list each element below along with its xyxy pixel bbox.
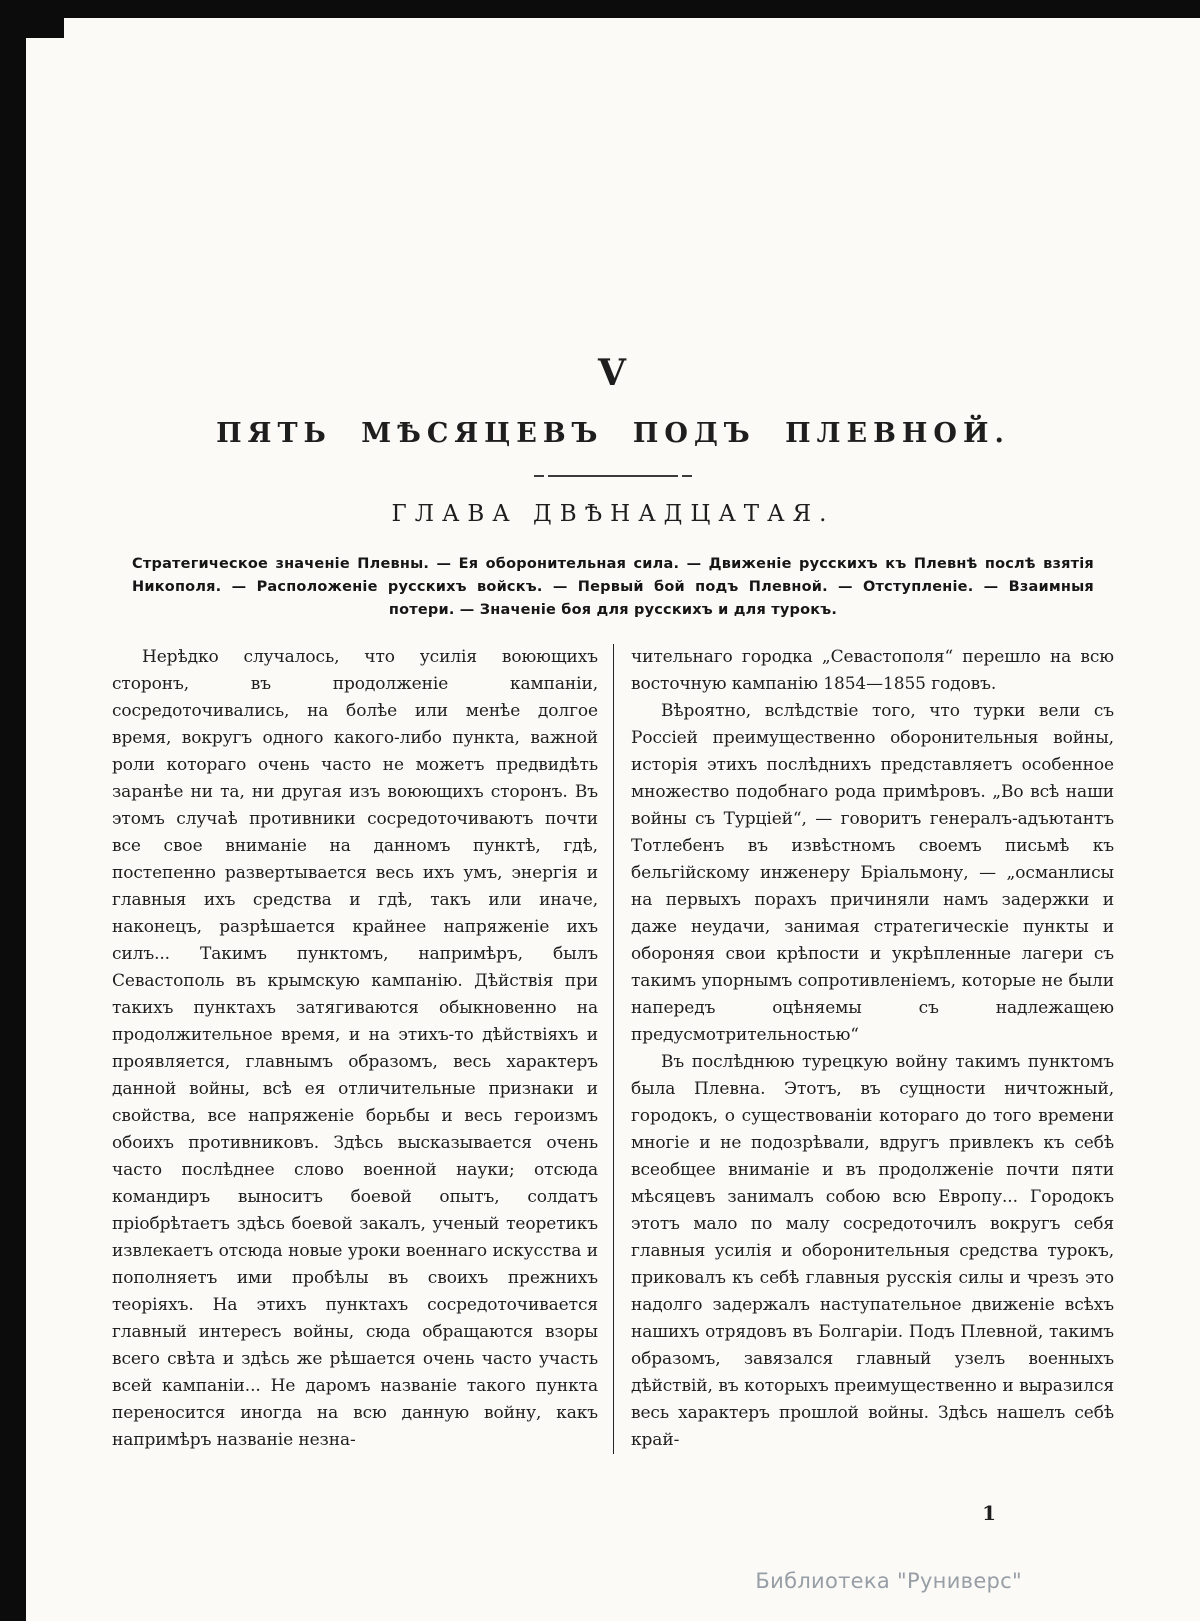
library-watermark: Библиотека "Руниверс" xyxy=(755,1569,1022,1593)
chapter-heading: ГЛАВА ДВѢНАДЦАТАЯ. xyxy=(391,501,835,527)
page-content xyxy=(112,352,1114,1454)
part-number: V xyxy=(598,352,628,394)
part-title: ПЯТЬ МѢСЯЦЕВЪ ПОДЪ ПЛЕВНОЙ. xyxy=(216,418,1010,449)
body-paragraph: Нерѣдко случалось, что усилія воюющихъ сторонъ, въ продолженіе кампаніи, сосредоточивались, на болѣе или менѣе долгое время, вокругъ одного какого-либо пункта, важной роли котораго очень часто не можетъ предвидѣть заранѣе ни та, ни другая изъ воюющихъ сторонъ. Въ этомъ случаѣ противники сосредоточиваютъ почти все свое вниманіе на данномъ пунктѣ, гдѣ, постепенно развертывается весь ихъ умъ, энергія и главныя ихъ средства и гдѣ, такъ или иначе, наконецъ, разрѣшается крайнее напряженіе ихъ силъ... Такимъ пунктомъ, напримѣръ, былъ Севастополь въ крымскую кампанію. Дѣйствія при такихъ пунктахъ затягиваются обыкновенно на продолжительное время, и на этихъ-то дѣйствіяхъ и проявляется, главнымъ образомъ, весь характеръ данной войны, всѣ ея отличительные признаки и свойства, все напряженіе борьбы и весь героизмъ обоихъ противниковъ. Здѣсь высказывается очень часто послѣднее слово военной науки; отсюда командиръ выноситъ боевой опытъ, солдатъ пріобрѣтаетъ здѣсь боевой закалъ, ученый теоретикъ извлекаетъ отсюда новые уроки военнаго искусства и пополняетъ ими пробѣлы въ своихъ прежнихъ теоріяхъ. На этихъ пунктахъ сосредоточивается главный интересъ войны, сюда обращаются взоры всего свѣта и здѣсь же рѣшается очень часто участь всей кампаніи... Не даромъ названіе такого пункта переносится иногда на всю данную войну, какъ напримѣръ названіе незна- xyxy=(112,647,598,1450)
ornament-rule xyxy=(548,475,678,477)
text-columns xyxy=(112,644,1114,1454)
scan-edge-left xyxy=(0,0,26,1621)
body-paragraph: Вѣроятно, вслѣдствіе того, что турки вели съ Россіей преимущественно оборонительныя войны, исторія этихъ послѣднихъ представляетъ особенное множество подобнаго рода примѣровъ. „Во всѣ наши войны съ Турціей“, — говоритъ генералъ-адъютантъ Тотлебенъ въ извѣстномъ своемъ письмѣ къ бельгійскому инженеру Бріальмону, — „османлисы на первыхъ порахъ причиняли намъ задержки и даже неудачи, занимая стратегическіе пункты и обороняя свои крѣпости и укрѣпленные лагери съ такимъ упорнымъ сопротивленіемъ, которые не были напередъ оцѣняемы съ надлежащею предусмотрительностью“ xyxy=(631,701,1114,1045)
scan-edge-top xyxy=(0,0,1200,18)
right-column xyxy=(613,644,1114,1454)
body-paragraph: Въ послѣднюю турецкую войну такимъ пунктомъ была Плевна. Этотъ, въ сущности ничтожный, городокъ, о существованіи котораго до того времени многіе и не подозрѣвали, вдругъ привлекъ къ себѣ всеобщее вниманіе и въ продолженіе почти пяти мѣсяцевъ занималъ собою всю Европу... Городокъ этотъ мало по малу сосредоточилъ вокругъ себя главныя усилія и оборонительныя средства турокъ, приковалъ къ себѣ главныя русскія силы и чрезъ это надолго задержалъ наступательное движеніе всѣхъ нашихъ отрядовъ въ Болгаріи. Подъ Плевной, такимъ образомъ, завязался главный узелъ военныхъ дѣйствій, въ которыхъ преимущественно и выразился весь характеръ прошлой войны. Здѣсь нашелъ себѣ край- xyxy=(631,1052,1114,1450)
body-paragraph: чительнаго городка „Севастополя“ перешло на всю восточную кампанію 1854—1855 годовъ. xyxy=(631,647,1114,694)
page-number: 1 xyxy=(982,1501,996,1525)
left-column xyxy=(112,644,613,1454)
scan-edge-corner xyxy=(0,0,64,38)
chapter-summary: Стратегическое значеніе Плевны. — Ея оборонительная сила. — Движеніе русскихъ къ Плевнѣ послѣ взятія Никополя. — Расположеніе русскихъ войскъ. — Первый бой подъ Плевной. — Отступленіе. — Взаимныя потери. — Значеніе боя для русскихъ и для турокъ. xyxy=(132,556,1094,618)
